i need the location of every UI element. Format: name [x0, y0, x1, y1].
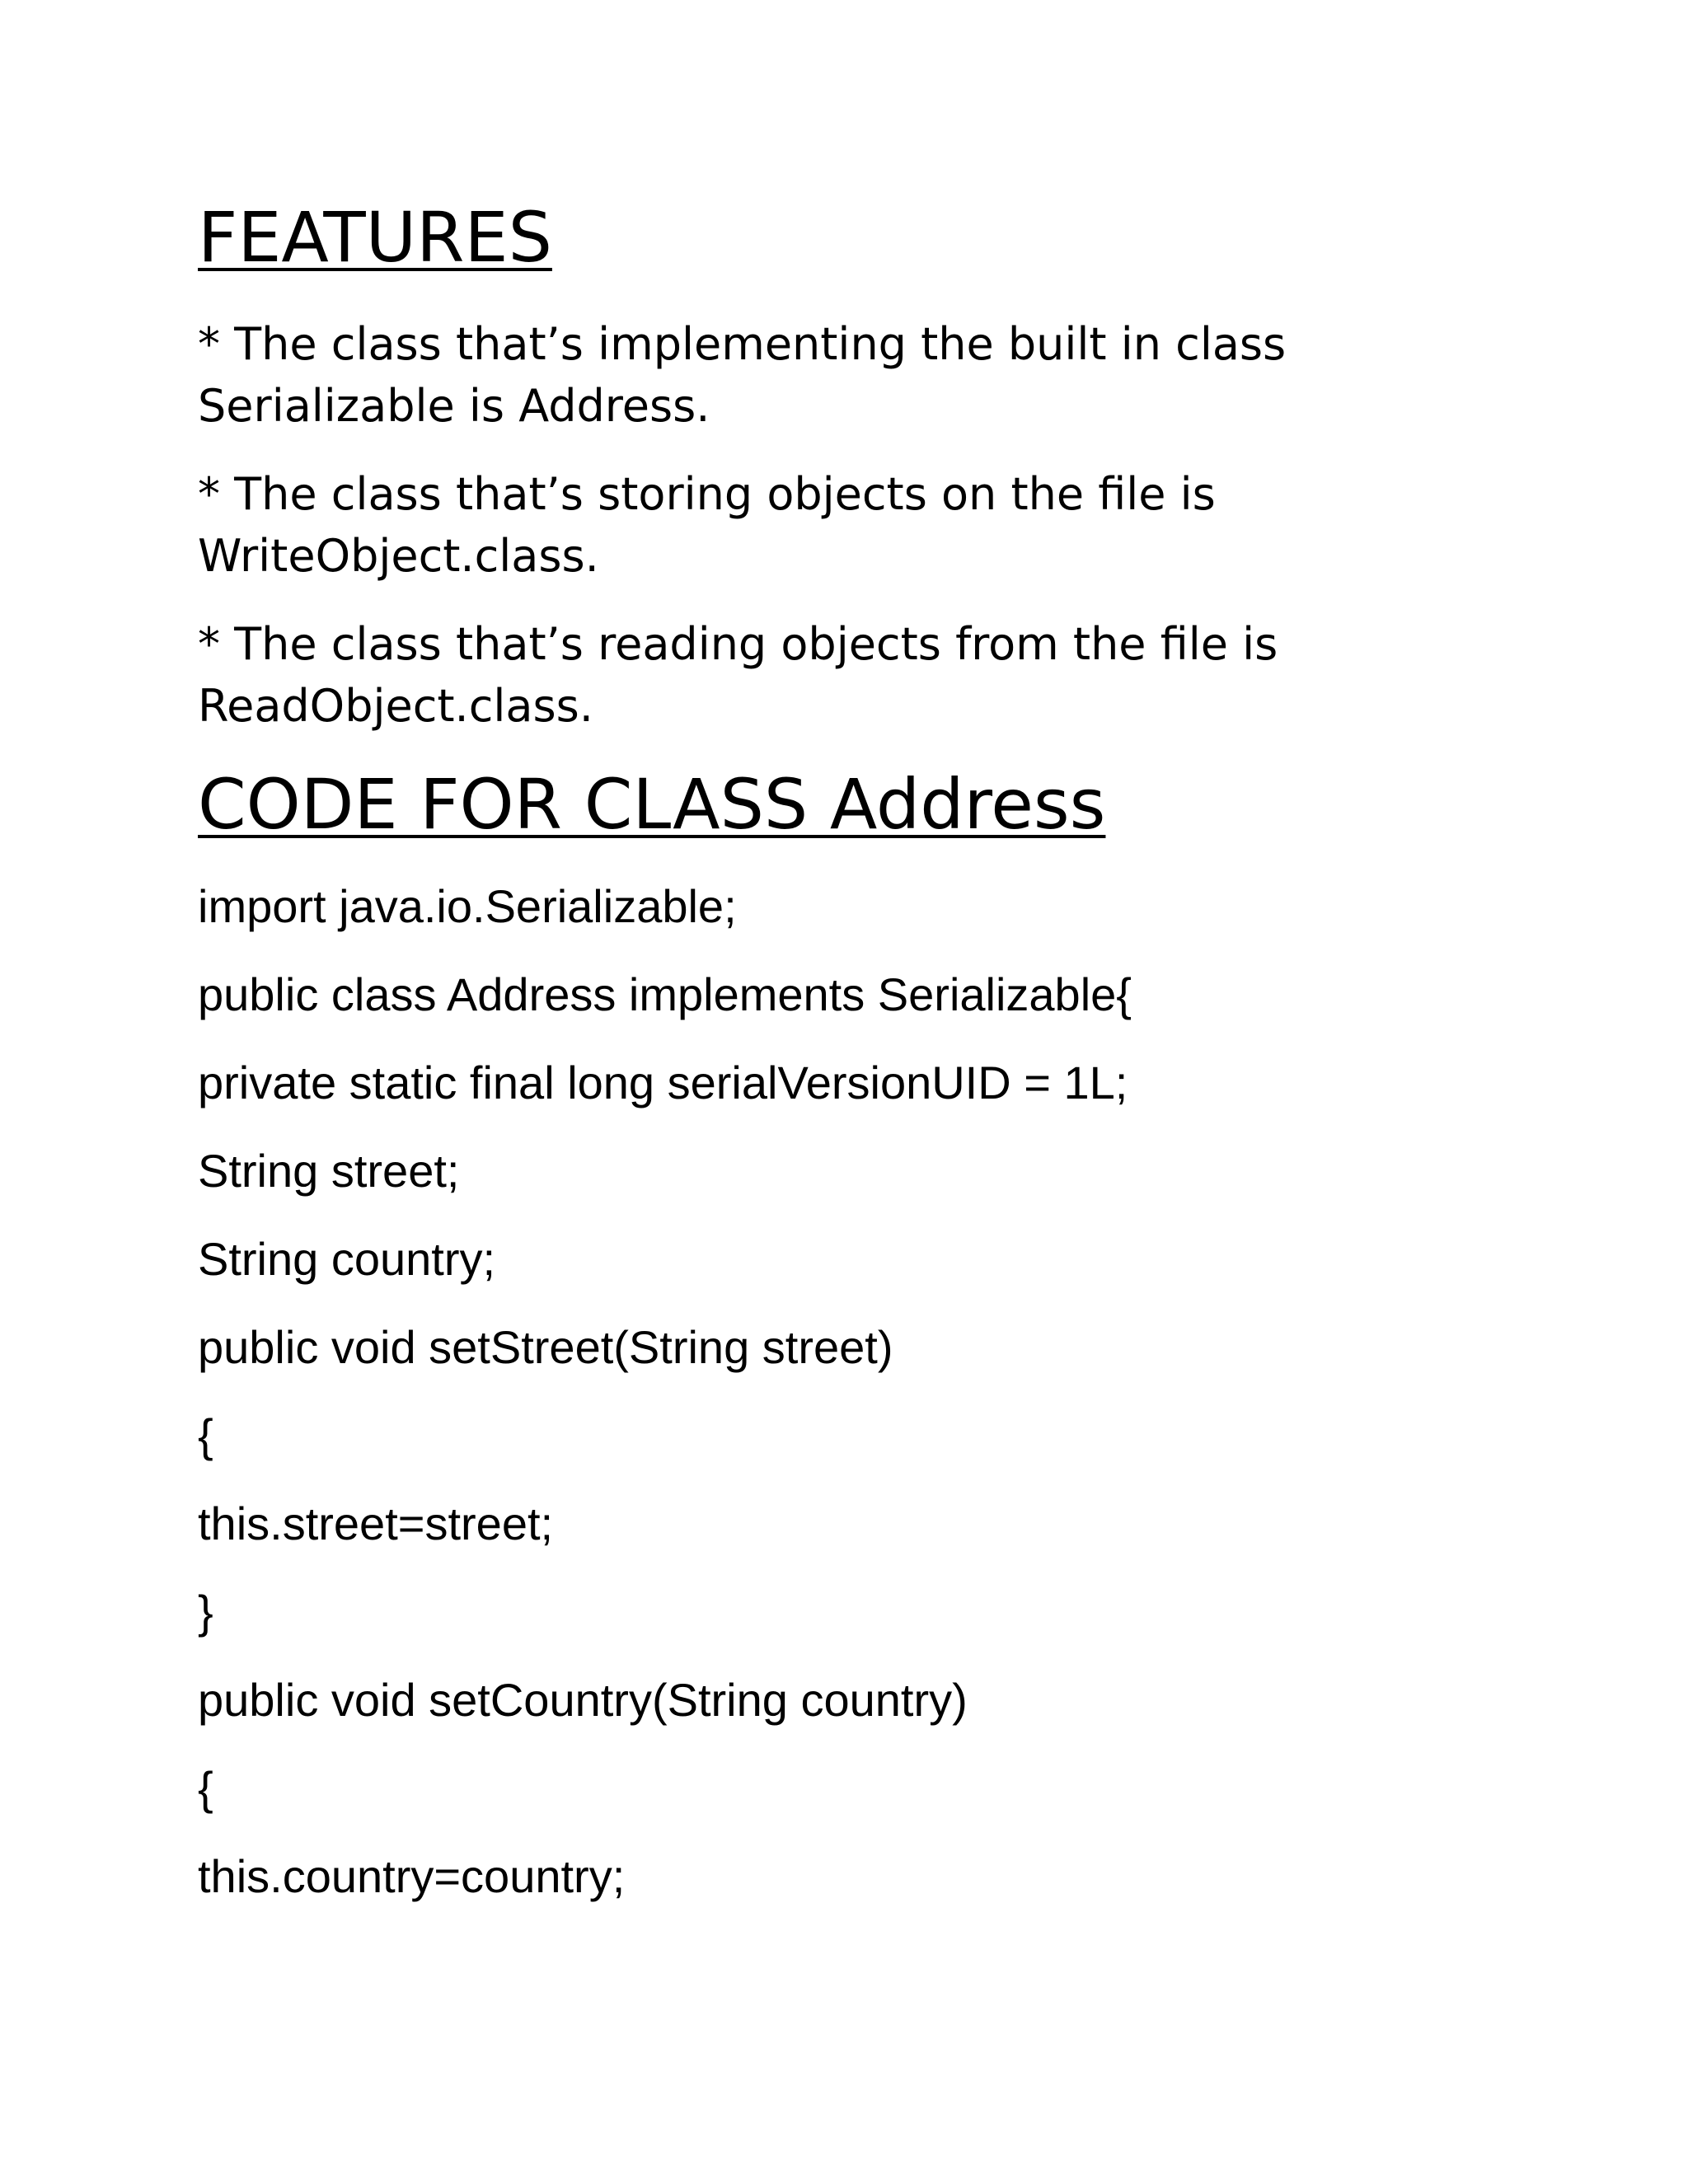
code-line: this.country=country; [198, 1850, 626, 1902]
code-line: String street; [198, 1145, 460, 1197]
code-line: public void setCountry(String country) [198, 1674, 968, 1726]
code-line: } [198, 1586, 213, 1638]
feature-item-write-object [198, 463, 1216, 587]
feature-item-read-object [198, 613, 1278, 737]
code-line: { [198, 1409, 213, 1461]
features-heading: FEATURES [198, 197, 552, 278]
feature-item-line: * The class that’s reading objects from the file is [198, 618, 1278, 670]
feature-item-line: WriteObject.class. [198, 530, 599, 582]
code-line: String country; [198, 1233, 496, 1285]
code-line: this.street=street; [198, 1497, 554, 1549]
code-heading: CODE FOR CLASS Address [198, 764, 1106, 845]
code-line: public class Address implements Serializable{ [198, 968, 1132, 1020]
code-line: import java.io.Serializable; [198, 880, 737, 932]
feature-item-address [198, 313, 1286, 437]
code-line: public void setStreet(String street) [198, 1321, 893, 1373]
feature-item-line: Serializable is Address. [198, 380, 710, 432]
feature-item-line: * The class that’s implementing the built in class [198, 318, 1287, 370]
code-line: private static final long serialVersionUID = 1L; [198, 1057, 1128, 1108]
code-line: { [198, 1762, 213, 1814]
feature-item-line: * The class that’s storing objects on the file is [198, 468, 1216, 520]
feature-item-line: ReadObject.class. [198, 680, 593, 732]
